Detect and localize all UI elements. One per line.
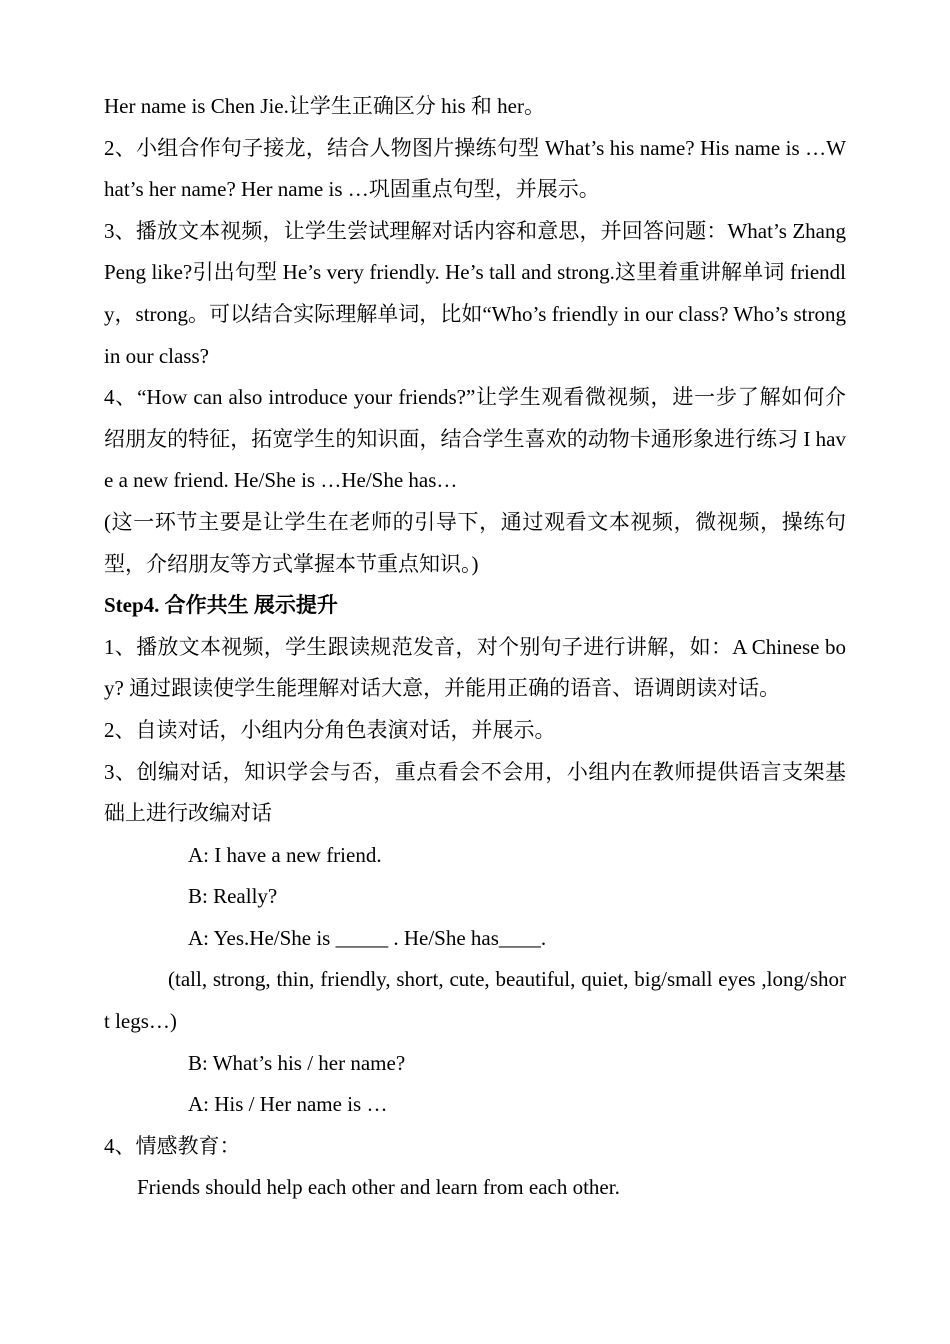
paragraph-step-2-sentence-chain: 2、小组合作句子接龙，结合人物图片操练句型 What’s his name? His name is …What’s her name? Her name is …巩固重点句型，并展示。	[104, 135, 846, 202]
paragraph-step-4-introduce-friends: 4、“How can also introduce your friends?”让学生观看微视频，进一步了解如何介绍朋友的特征，拓宽学生的知识面，结合学生喜欢的动物卡通形象进行练习 I have a new friend. He/She is …He/She has…	[104, 385, 846, 493]
dialog-line-2: B: Really?	[188, 884, 278, 909]
paragraph-step-3-video: 3、播放文本视频，让学生尝试理解对话内容和意思，并回答问题：What’s Zhang Peng like?引出句型 He’s very friendly. He’s tall and strong.这里着重讲解单词 friendly，strong。可以结合实际理解单词，比如“Who’s friendly in our class? Who’s strong in our class?	[104, 218, 846, 368]
closing-sentence: Friends should help each other and learn from each other.	[137, 1175, 620, 1200]
paragraph-step4-item-3: 3、创编对话，知识学会与否，重点看会不会用，小组内在教师提供语言支架基础上进行改编对话	[104, 759, 846, 826]
document-page	[104, 86, 846, 1209]
paragraph-note: (这一环节主要是让学生在老师的引导下，通过观看文本视频，微视频，操练句型，介绍朋友等方式掌握本节重点知识。)	[104, 509, 846, 576]
dialog-line-1: A: I have a new friend.	[188, 842, 382, 867]
section-heading-step4: Step4. 合作共生 展示提升	[104, 593, 338, 618]
paragraph-step4-item-4: 4、情感教育：	[104, 1133, 241, 1158]
paragraph-step4-item-1: 1、播放文本视频，学生跟读规范发音，对个别句子进行讲解，如：A Chinese boy? 通过跟读使学生能理解对话大意，并能用正确的语音、语调朗读对话。	[104, 634, 846, 701]
dialog-line-3: A: Yes.He/She is _____ . He/She has____.	[188, 925, 547, 950]
vocabulary-list: (tall, strong, thin, friendly, short, cute, beautiful, quiet, big/small eyes ,long/short legs…)	[104, 967, 846, 1034]
dialog-line-4: B: What’s his / her name?	[188, 1050, 406, 1075]
dialog-line-5: A: His / Her name is …	[188, 1092, 388, 1117]
paragraph-step4-item-2: 2、自读对话，小组内分角色表演对话，并展示。	[104, 717, 556, 742]
paragraph-his-her: Her name is Chen Jie.让学生正确区分 his 和 her。	[104, 94, 545, 118]
